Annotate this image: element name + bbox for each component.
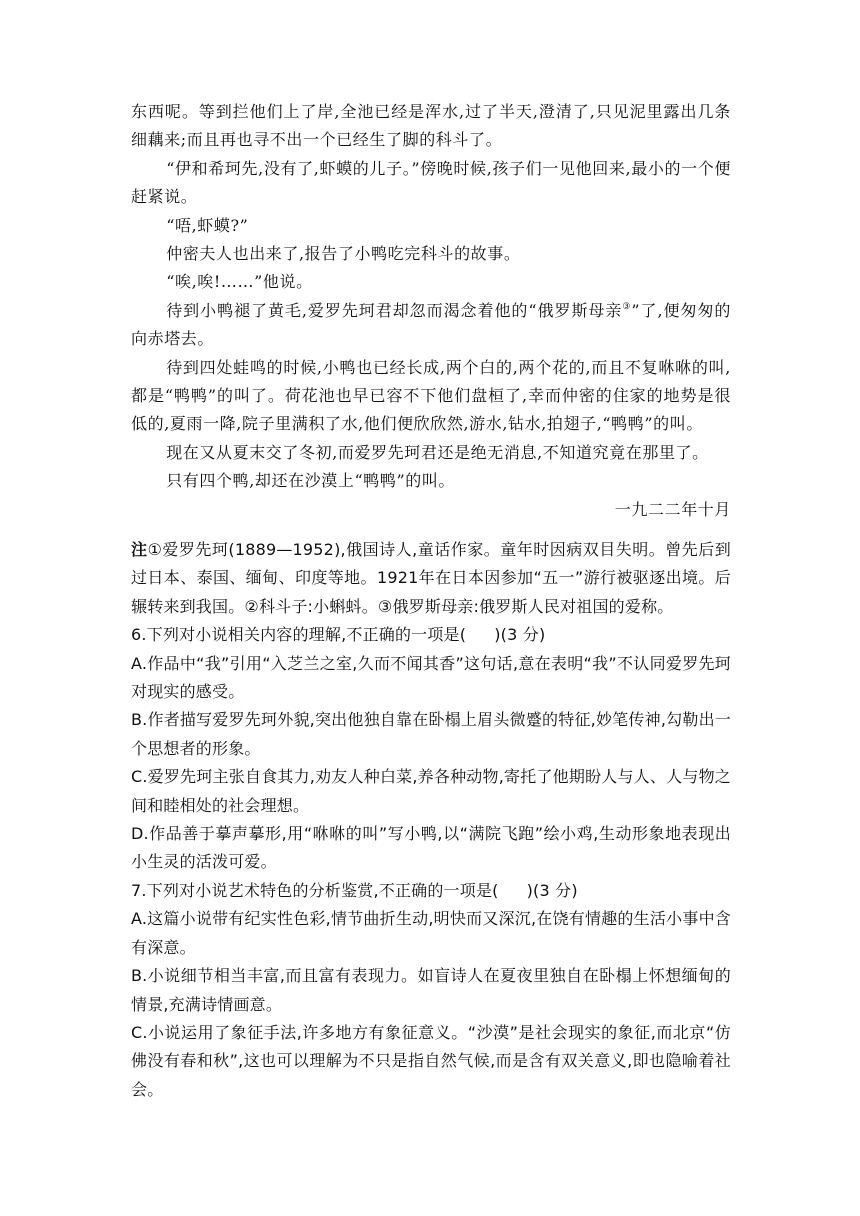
story-paragraph: 现在又从夏末交了冬初,而爱罗先珂君还是绝无消息,不知道究竟在那里了。 bbox=[166, 442, 709, 462]
question-option: A.这篇小说带有纪实性色彩,情节曲折生动,明快而又深沉,在饶有情趣的生活小事中含有深意。 bbox=[131, 909, 731, 957]
notes-and-questions bbox=[131, 536, 731, 1104]
question-score: )(3 分) bbox=[526, 880, 578, 900]
question-stem bbox=[131, 621, 731, 649]
question-stem-text: 6.下列对小说相关内容的理解,不正确的一项是( bbox=[131, 625, 467, 645]
story-paragraph: “唉,唉!……”他说。 bbox=[166, 272, 313, 292]
story-paragraph-with-footnote bbox=[131, 297, 731, 354]
story-text bbox=[131, 98, 731, 524]
question-option: C.爱罗先珂主张自食其力,劝友人种白菜,养各种动物,寄托了他期盼人与人、人与物之间和睦相处的社会理想。 bbox=[131, 767, 731, 815]
story-paragraph: 仲密夫人也出来了,报告了小鸭吃完科斗的故事。 bbox=[166, 244, 521, 264]
question-stem bbox=[131, 877, 731, 905]
notes-text: ①爱罗先珂(1889—1952),俄国诗人,童话作家。童年时因病双目失明。曾先后到过日本、泰国、缅甸、印度等地。1921年在日本因参加“五一”游行被驱逐出境。后辗转来到我国。②科斗子:小蝌蚪。③俄罗斯母亲:俄罗斯人民对祖国的爱称。 bbox=[131, 540, 732, 616]
story-paragraph: “伊和希珂先,没有了,虾蟆的儿子。”傍晚时候,孩子们一见他回来,最小的一个便赶紧说。 bbox=[131, 158, 731, 207]
question-stem-text: 7.下列对小说艺术特色的分析鉴赏,不正确的一项是( bbox=[131, 880, 499, 900]
story-paragraph: 只有四个鸭,却还在沙漠上“鸭鸭”的叫。 bbox=[166, 471, 456, 491]
story-paragraph: 东西呢。等到拦他们上了岸,全池已经是浑水,过了半天,澄清了,只见泥里露出几条细藕来;而且再也寻不出一个已经生了脚的科斗了。 bbox=[131, 102, 731, 150]
question-score: )(3 分) bbox=[494, 625, 546, 645]
question-option: A.作品中“我”引用“入芝兰之室,久而不闻其香”这句话,意在表明“我”不认同爱罗先珂对现实的感受。 bbox=[131, 653, 731, 702]
question-option: B.作者描写爱罗先珂外貌,突出他独自靠在卧榻上眉头微蹙的特征,妙笔传神,勾勒出一个思想者的形象。 bbox=[131, 710, 731, 758]
story-paragraph-text: 待到小鸭褪了黄毛,爱罗先珂君却忽而渴念着他的“俄罗斯母亲 bbox=[166, 300, 623, 320]
footnote-marker: ③ bbox=[622, 301, 632, 312]
question-option: C.小说运用了象征手法,许多地方有象征意义。“沙漠”是社会现实的象征,而北京“仿佛没有春和秋”,这也可以理解为不只是指自然气候,而是含有双关意义,即也隐喻着社会。 bbox=[131, 1022, 731, 1099]
story-paragraph: 待到四处蛙鸣的时候,小鸭也已经长成,两个白的,两个花的,而且不复咻咻的叫,都是“鸭鸭”的叫了。荷花池也早已容不下他们盘桓了,幸而仲密的住家的地势是很低的,夏雨一降,院子里满积了水,他们便欣欣然,游水,钻水,拍翅子,“鸭鸭”的叫。 bbox=[131, 357, 731, 434]
story-date: 一九二二年十月 bbox=[614, 499, 731, 519]
question-option: B.小说细节相当丰富,而且富有表现力。如盲诗人在夏夜里独自在卧榻上怀想缅甸的情景,充满诗情画意。 bbox=[131, 966, 731, 1014]
question-option: D.作品善于摹声摹形,用“咻咻的叫”写小鸭,以“满院飞跑”绘小鸡,生动形象地表现出小生灵的活泼可爱。 bbox=[131, 824, 731, 872]
story-paragraph-tail: ”了,便匆匆的向赤塔去。 bbox=[131, 300, 731, 349]
story-paragraph: “唔,虾蟆?” bbox=[166, 215, 249, 235]
notes-lead: 注 bbox=[131, 540, 148, 559]
footnotes bbox=[131, 536, 731, 621]
